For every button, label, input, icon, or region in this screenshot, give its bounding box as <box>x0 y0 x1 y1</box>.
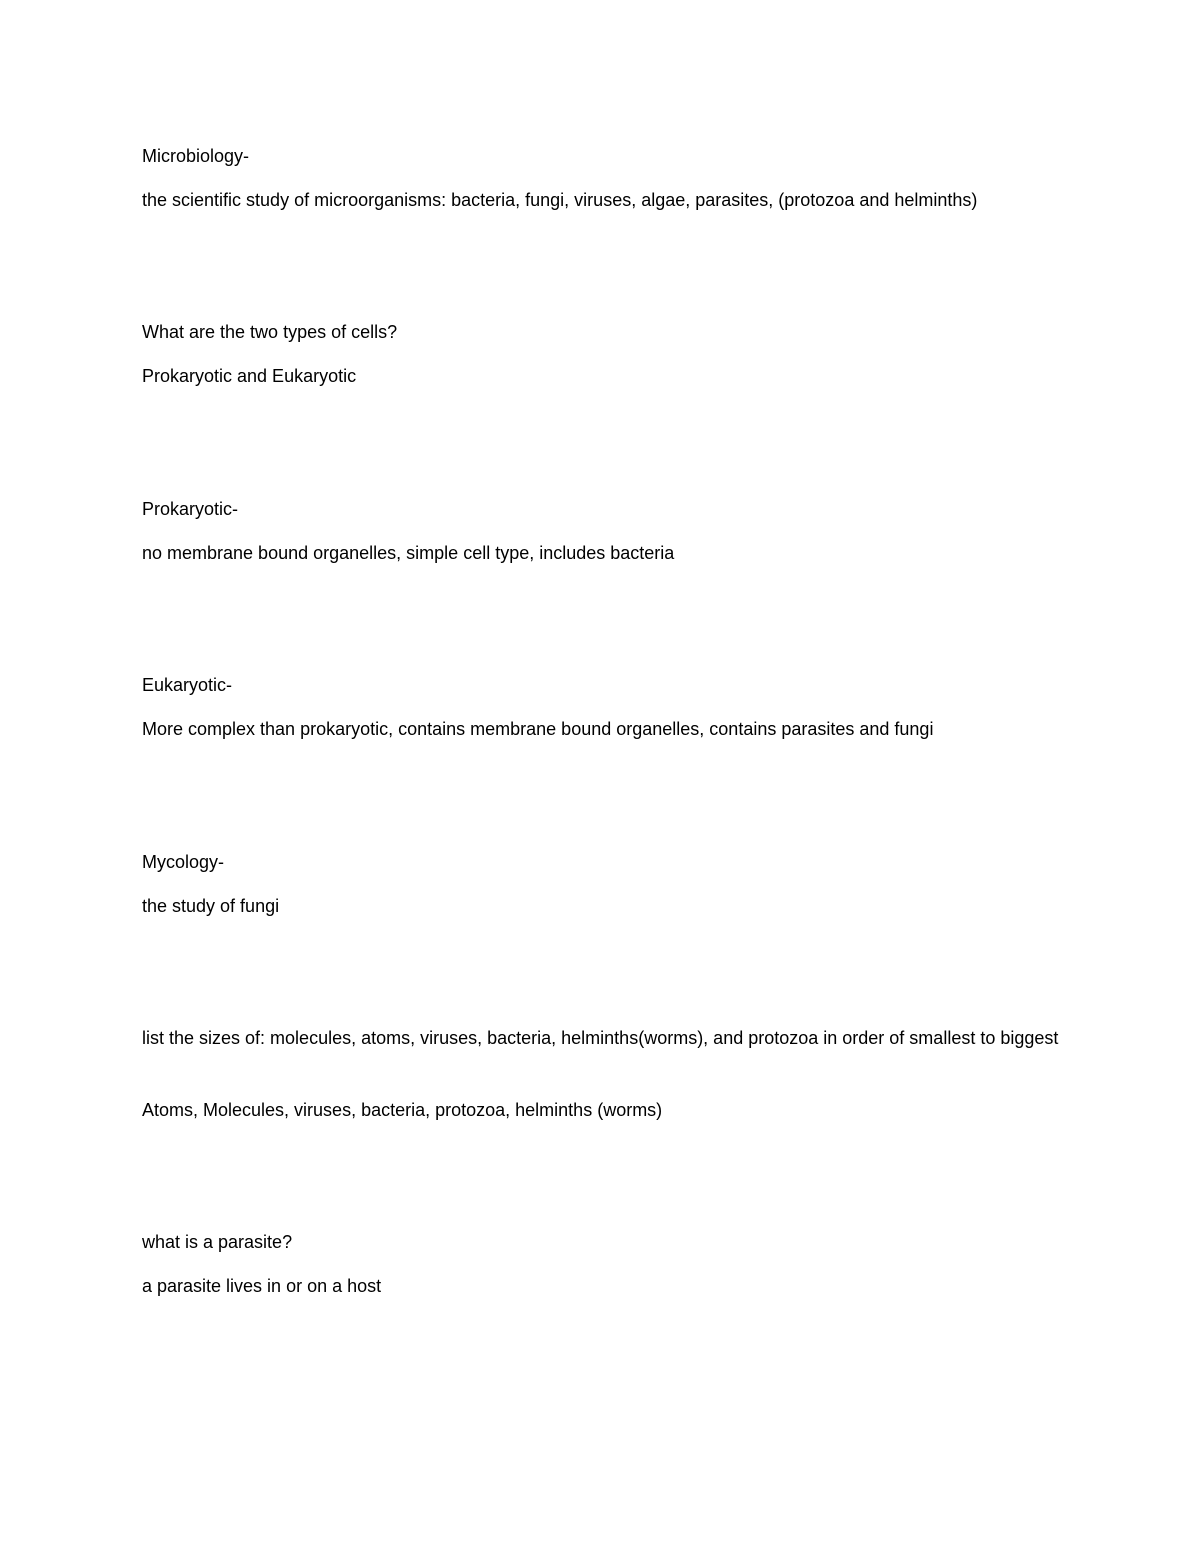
answer-size-order: Atoms, Molecules, viruses, bacteria, protozoa, helminths (worms) <box>142 1100 663 1120</box>
question-cell-types: What are the two types of cells? <box>142 322 398 342</box>
answer-cell-types: Prokaryotic and Eukaryotic <box>142 366 357 386</box>
term-eukaryotic: Eukaryotic- <box>142 675 233 695</box>
question-parasite: what is a parasite? <box>142 1232 293 1252</box>
term-mycology: Mycology- <box>142 852 225 872</box>
term-microbiology: Microbiology- <box>142 146 250 166</box>
definition-prokaryotic: no membrane bound organelles, simple cell type, includes bacteria <box>142 543 675 563</box>
question-size-order: list the sizes of: molecules, atoms, viruses, bacteria, helminths(worms), and protozoa in order of smallest to biggest <box>142 1028 1059 1048</box>
answer-parasite: a parasite lives in or on a host <box>142 1276 382 1296</box>
term-prokaryotic: Prokaryotic- <box>142 499 239 519</box>
definition-eukaryotic: More complex than prokaryotic, contains membrane bound organelles, contains parasites and fungi <box>142 719 934 739</box>
definition-microbiology: the scientific study of microorganisms: bacteria, fungi, viruses, algae, parasites, (protozoa and helminths) <box>142 190 978 210</box>
definition-mycology: the study of fungi <box>142 896 280 916</box>
